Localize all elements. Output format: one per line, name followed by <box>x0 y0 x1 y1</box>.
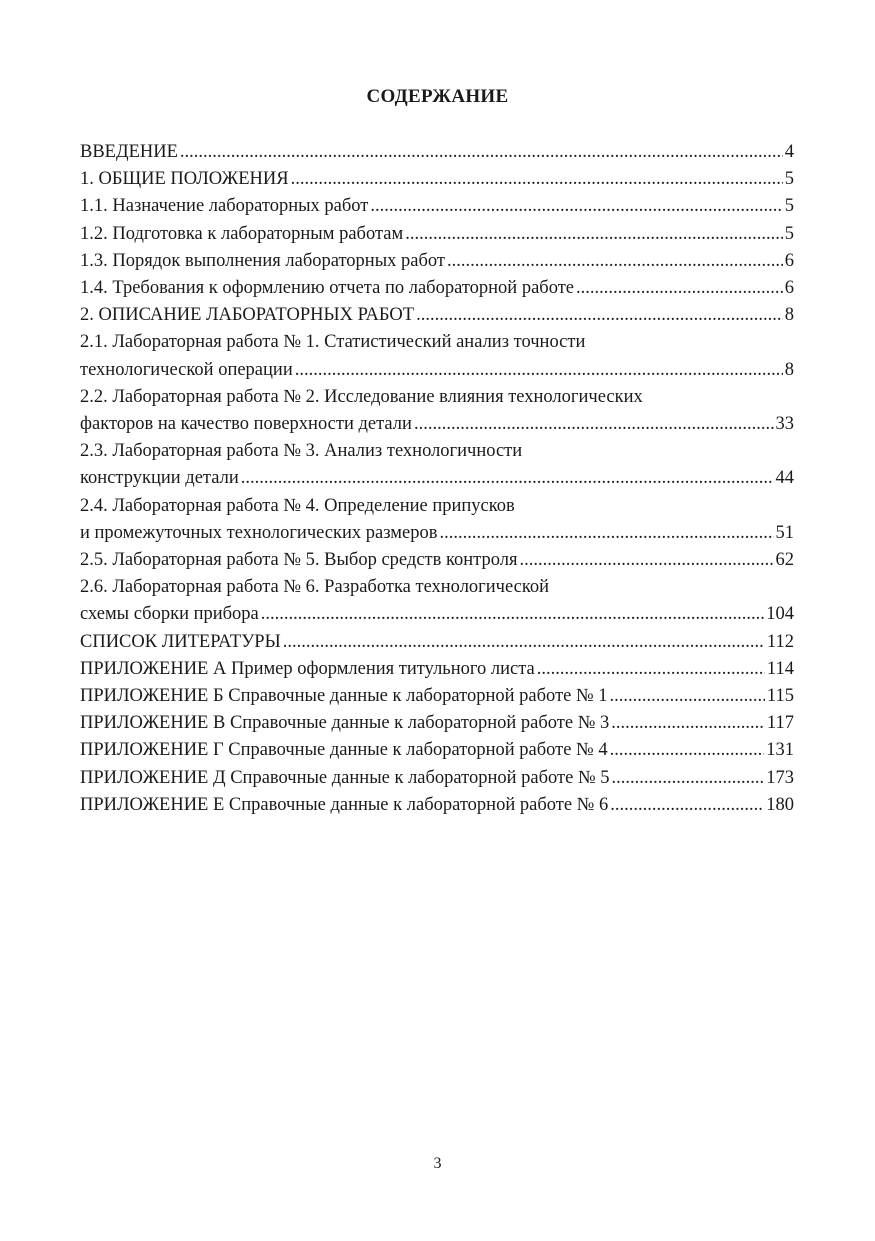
toc-entry-page: 115 <box>766 686 794 707</box>
toc-entry-title: и промежуточных технологических размеров <box>80 522 438 543</box>
dot-leader <box>414 411 774 438</box>
toc-entry-appendix-d[interactable] <box>80 765 794 792</box>
toc-entry-section-2-1[interactable] <box>80 329 794 383</box>
toc-entry-title: ПРИЛОЖЕНИЕ А Пример оформления титульного листа <box>80 658 535 679</box>
toc-entry-section-2-4[interactable] <box>80 493 794 547</box>
dot-leader <box>610 737 765 764</box>
toc-entry-page: 180 <box>766 794 794 815</box>
toc-entry-section-1[interactable] <box>80 166 794 193</box>
toc-entry-section-1-1[interactable] <box>80 193 794 220</box>
table-of-contents <box>80 139 794 819</box>
toc-entry-page: 6 <box>784 278 794 299</box>
dot-leader <box>295 357 783 384</box>
toc-entry-appendix-e[interactable] <box>80 792 794 819</box>
toc-entry-title: конструкции детали <box>80 468 239 489</box>
toc-entry-title: ПРИЛОЖЕНИЕ Е Справочные данные к лабораторной работе № 6 <box>80 794 609 815</box>
toc-entry-appendix-v[interactable] <box>80 710 794 737</box>
toc-entry-references[interactable] <box>80 629 794 656</box>
toc-entry-section-1-2[interactable] <box>80 221 794 248</box>
toc-entry-title: 1.4. Требования к оформлению отчета по лабораторной работе <box>80 278 575 299</box>
toc-entry-page: 117 <box>766 713 794 734</box>
toc-entry-page: 104 <box>766 604 794 625</box>
toc-entry-section-2[interactable] <box>80 302 794 329</box>
toc-entry-page: 5 <box>784 169 794 190</box>
dot-leader <box>576 275 783 302</box>
toc-entry-title: ПРИЛОЖЕНИЕ Б Справочные данные к лабораторной работе № 1 <box>80 686 608 707</box>
toc-entry-appendix-a[interactable] <box>80 656 794 683</box>
page-title: СОДЕРЖАНИЕ <box>366 86 509 107</box>
toc-entry-page: 8 <box>784 359 794 380</box>
dot-leader <box>416 302 783 329</box>
dot-leader <box>405 221 783 248</box>
toc-entry-title: факторов на качество поверхности детали <box>80 414 412 435</box>
dot-leader <box>519 547 773 574</box>
toc-entry-title: 1. ОБЩИЕ ПОЛОЖЕНИЯ <box>80 169 289 190</box>
toc-entry-section-2-5[interactable] <box>80 547 794 574</box>
dot-leader <box>261 601 764 628</box>
toc-entry-title-line1: 2.3. Лабораторная работа № 3. Анализ технологичности <box>80 441 523 462</box>
dot-leader <box>612 765 765 792</box>
toc-entry-page: 5 <box>784 196 794 217</box>
toc-entry-section-1-3[interactable] <box>80 248 794 275</box>
toc-entry-title: ПРИЛОЖЕНИЕ В Справочные данные к лабораторной работе № 3 <box>80 713 610 734</box>
toc-entry-page: 8 <box>784 305 794 326</box>
toc-entry-page: 131 <box>766 740 794 761</box>
dot-leader <box>439 520 773 547</box>
toc-entry-title-line1: 2.1. Лабораторная работа № 1. Статистический анализ точности <box>80 332 586 353</box>
toc-entry-title: ВВЕДЕНИЕ <box>80 142 178 162</box>
toc-entry-appendix-g[interactable] <box>80 737 794 764</box>
toc-entry-title: ПРИЛОЖЕНИЕ Д Справочные данные к лабораторной работе № 5 <box>80 767 610 788</box>
dot-leader <box>537 656 765 683</box>
toc-entry-title: 1.3. Порядок выполнения лабораторных работ <box>80 250 445 271</box>
toc-entry-page: 44 <box>775 468 794 489</box>
toc-entry-title-line1: 2.4. Лабораторная работа № 4. Определение припусков <box>80 495 515 516</box>
toc-entry-page: 173 <box>766 767 794 788</box>
toc-entry-page: 51 <box>775 522 794 543</box>
dot-leader <box>291 166 783 193</box>
toc-entry-page: 62 <box>775 550 794 571</box>
toc-entry-title: 2. ОПИСАНИЕ ЛАБОРАТОРНЫХ РАБОТ <box>80 305 415 326</box>
toc-entry-page: 33 <box>775 414 794 435</box>
toc-entry-page: 5 <box>784 223 794 244</box>
toc-entry-title: ПРИЛОЖЕНИЕ Г Справочные данные к лабораторной работе № 4 <box>80 740 608 761</box>
dot-leader <box>283 629 765 656</box>
toc-entry-page: 112 <box>766 631 794 652</box>
toc-entry-section-2-6[interactable] <box>80 574 794 628</box>
dot-leader <box>610 683 765 710</box>
toc-entry-title: 1.1. Назначение лабораторных работ <box>80 196 369 217</box>
toc-entry-section-2-3[interactable] <box>80 438 794 492</box>
toc-entry-title: 2.5. Лабораторная работа № 5. Выбор средств контроля <box>80 550 518 571</box>
toc-entry-title: 1.2. Подготовка к лабораторным работам <box>80 223 404 244</box>
toc-entry-title-line1: 2.6. Лабораторная работа № 6. Разработка технологической <box>80 577 550 598</box>
page-number: 3 <box>433 1155 442 1172</box>
toc-entry-title-line1: 2.2. Лабораторная работа № 2. Исследование влияния технологических <box>80 386 643 407</box>
toc-entry-page: 114 <box>766 658 794 679</box>
toc-entry-page: 4 <box>784 142 794 162</box>
dot-leader <box>241 465 774 492</box>
toc-entry-section-2-2[interactable] <box>80 384 794 438</box>
toc-entry-section-1-4[interactable] <box>80 275 794 302</box>
toc-entry-appendix-b[interactable] <box>80 683 794 710</box>
toc-entry-introduction[interactable] <box>80 139 794 166</box>
toc-entry-page: 6 <box>784 250 794 271</box>
dot-leader <box>370 193 782 220</box>
dot-leader <box>611 710 765 737</box>
dot-leader <box>610 792 764 819</box>
toc-entry-title: СПИСОК ЛИТЕРАТУРЫ <box>80 631 281 652</box>
dot-leader <box>180 139 783 166</box>
toc-entry-title: схемы сборки прибора <box>80 604 259 625</box>
toc-entry-title: технологической операции <box>80 359 293 380</box>
dot-leader <box>447 248 783 275</box>
